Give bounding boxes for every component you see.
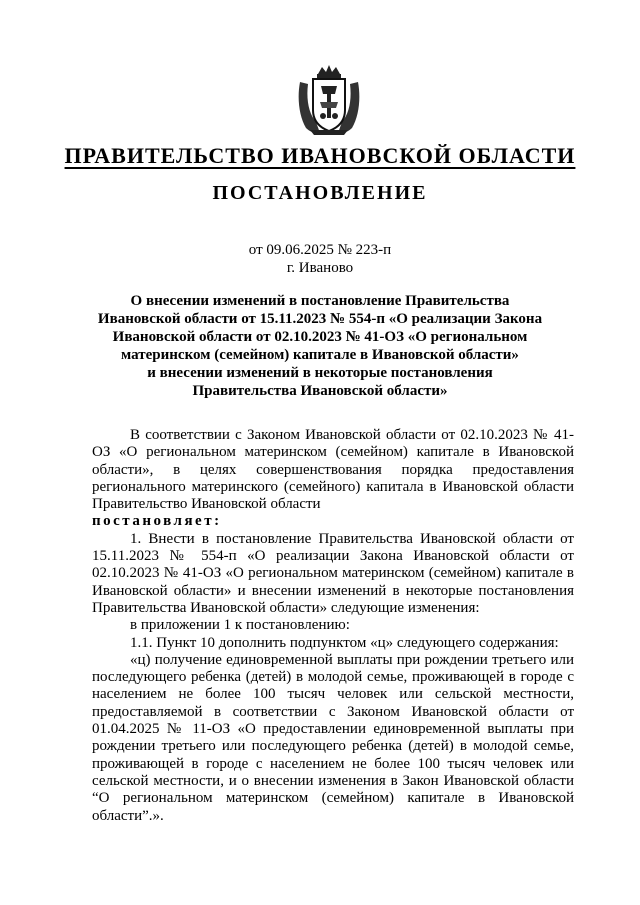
- document-type-heading: ПОСТАНОВЛЕНИЕ: [212, 182, 428, 204]
- title-line-3: Ивановской области от 02.10.2023 № 41-ОЗ «О региональном: [112, 329, 528, 345]
- title-line-1: О внесении изменений в постановление Правительства: [130, 293, 510, 309]
- document-date-number: от 09.06.2025 № 223-п: [248, 242, 392, 258]
- document-body: [92, 427, 574, 825]
- appendix-paragraph: в приложении 1 к постановлению:: [130, 617, 350, 634]
- item-1-paragraph: 1. Внести в постановление Правительства Ивановской области от 15.11.2023 № 554-п «О реализации Закона Ивановской области от 02.10.2023 № 41-ОЗ «О региональном материнском (семейном) капитале в Ивановской области» и внесении изменений в некоторые постановления Правительства Ивановской области» следующие изменения:: [92, 530, 574, 616]
- quote-paragraph: «ц) получение единовременной выплаты при рождении третьего или последующего ребенка (детей) в молодой семье, проживающей в городе с населением не более 100 тысяч человек или сельской местности, предоставляемой в соответствии с Законом Ивановской области от 01.04.2025 № 11-ОЗ «О предоставлении единовременной выплаты при рождении третьего или последующего ребенка (детей) в молодой семье, проживающей в городе с населением не более 100 тысяч человек или сельской местности, и о внесении изменения в Закон Ивановской области “О региональном материнском (семейном) капитале в Ивановской области”.».: [92, 651, 574, 824]
- government-name-heading: ПРАВИТЕЛЬСТВО ИВАНОВСКОЙ ОБЛАСТИ: [64, 143, 576, 168]
- preamble-paragraph: В соответствии с Законом Ивановской области от 02.10.2023 № 41-ОЗ «О региональном материнском (семейном) капитале в Ивановской области», в целях совершенствования порядка предоставления регионального материнского (семейного) капитала в Ивановской области Правительство Ивановской области: [92, 427, 574, 513]
- coat-of-arms-emblem: [296, 64, 362, 136]
- resolves-word: постановляет:: [92, 513, 222, 530]
- document-city: г. Иваново: [286, 260, 354, 276]
- title-line-4: материнском (семейном) капитале в Ивановской области»: [121, 347, 519, 363]
- title-line-5: и внесении изменений в некоторые постановления: [147, 365, 493, 381]
- title-line-6: Правительства Ивановской области»: [192, 383, 448, 399]
- title-line-2: Ивановской области от 15.11.2023 № 554-п «О реализации Закона: [97, 311, 543, 327]
- item-1-1-paragraph: 1.1. Пункт 10 дополнить подпунктом «ц» следующего содержания:: [130, 634, 559, 651]
